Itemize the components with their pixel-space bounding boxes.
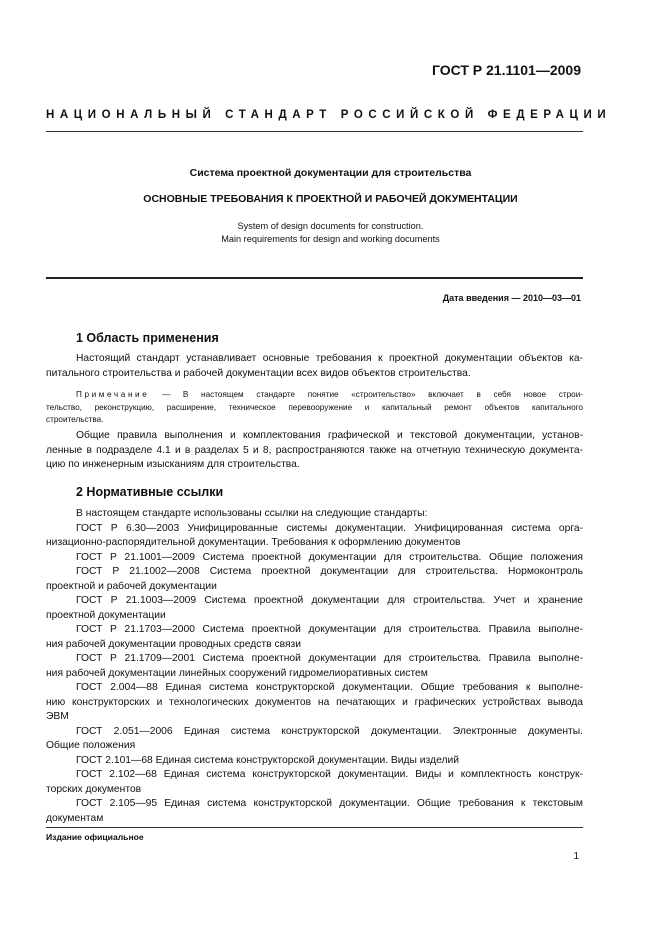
reference-line: ГОСТ 2.105—95 Единая система конструкторской документации. Общие требования к текстовым	[76, 798, 583, 809]
section-1-paragraph-2	[46, 429, 583, 473]
reference-line: ГОСТ 2.004—88 Единая система конструкторской документации. Общие требования к выполне-	[76, 682, 583, 693]
text-line: питального строительства и рабочей документации всех видов объектов строительства.	[46, 367, 471, 379]
note-text: — В настоящем стандарте понятие «строительство» включает в себя новое строи-	[162, 390, 583, 399]
normative-references-list	[46, 507, 583, 826]
section-1-note	[46, 389, 583, 427]
page-number: 1	[573, 851, 579, 862]
reference-line: ГОСТ Р 6.30—2003 Унифицированные системы документации. Унифицированная система орга-	[76, 522, 583, 534]
reference-line: ГОСТ Р 21.1003—2009 Система проектной документации для строительства. Учет и хранение	[76, 595, 583, 606]
section-1-heading: 1 Область применения	[76, 331, 219, 345]
reference-line: ГОСТ Р 21.1001—2009 Система проектной документации для строительства. Общие положения	[76, 551, 583, 563]
national-standard-banner: НАЦИОНАЛЬНЫЙ СТАНДАРТ РОССИЙСКОЙ ФЕДЕРАЦИИ	[46, 109, 612, 121]
text-line: Общие правила выполнения и комплектования графической и текстовой документации, установ-	[76, 430, 583, 441]
document-code: ГОСТ Р 21.1101—2009	[431, 62, 581, 78]
reference-line: проектной документации	[46, 609, 166, 621]
header-divider	[46, 131, 583, 132]
english-title-line: Main requirements for design and working documents	[221, 234, 440, 244]
introduction-date: Дата введения — 2010—03—01	[442, 293, 581, 303]
section-1-paragraph-1	[46, 352, 583, 381]
text-line: В настоящем стандарте использованы ссылки на следующие стандарты:	[76, 508, 428, 519]
reference-line: нию конструкторских и технологических документов на печатающих и графических устройствах вывода	[46, 696, 583, 708]
reference-line: ния рабочей документации проводных средств связи	[46, 638, 302, 650]
reference-line: низационно-распорядительной документации. Требования к оформлению документов	[46, 537, 461, 548]
footer-divider	[46, 827, 583, 828]
reference-line: документам	[46, 812, 104, 824]
reference-line: ЭВМ	[46, 711, 69, 722]
text-line: ленные в подразделе 4.1 и в разделах 5 и 8, распространяются также на отчетную техническую документа-	[46, 444, 583, 456]
reference-line: ГОСТ 2.101—68 Единая система конструкторской документации. Виды изделий	[76, 754, 459, 766]
reference-line: ГОСТ 2.102—68 Единая система конструкторской документации. Виды и комплектность конструк-	[76, 769, 583, 780]
reference-line: ГОСТ 2.051—2006 Единая система конструкторской документации. Электронные документы.	[76, 725, 583, 737]
system-title: Система проектной документации для строительства	[189, 167, 472, 179]
reference-line: торских документов	[46, 783, 142, 795]
english-title	[0, 220, 661, 246]
text-line: Настоящий стандарт устанавливает основные требования к проектной документации объектов ка-	[76, 353, 583, 364]
section-2-heading: 2 Нормативные ссылки	[76, 485, 224, 499]
note-line	[46, 389, 583, 402]
reference-line: Общие положения	[46, 740, 136, 751]
reference-line: проектной и рабочей документации	[46, 580, 217, 592]
english-title-line: System of design documents for construction.	[237, 221, 424, 231]
note-line: строительства.	[46, 415, 104, 424]
reference-line: ния рабочей документации линейных сооружений гидромелиоративных систем	[46, 667, 428, 679]
reference-line: ГОСТ Р 21.1709—2001 Система проектной документации для строительства. Правила выполне-	[76, 653, 583, 664]
title-divider	[46, 277, 583, 279]
note-line: тельство, реконструкцию, расширение, техническое перевооружение и капитальный ремонт объектов капитального	[46, 402, 583, 412]
text-line: цию по инженерным изысканиям для строительства.	[46, 459, 300, 470]
reference-line: ГОСТ Р 21.1002—2008 Система проектной документации для строительства. Нормоконтроль	[76, 566, 583, 577]
edition-label: Издание официальное	[46, 832, 144, 842]
note-label: Примечание	[76, 390, 150, 399]
document-title: ОСНОВНЫЕ ТРЕБОВАНИЯ К ПРОЕКТНОЙ И РАБОЧЕЙ ДОКУМЕНТАЦИИ	[143, 193, 518, 205]
reference-line: ГОСТ Р 21.1703—2000 Система проектной документации для строительства. Правила выполне-	[76, 624, 583, 635]
